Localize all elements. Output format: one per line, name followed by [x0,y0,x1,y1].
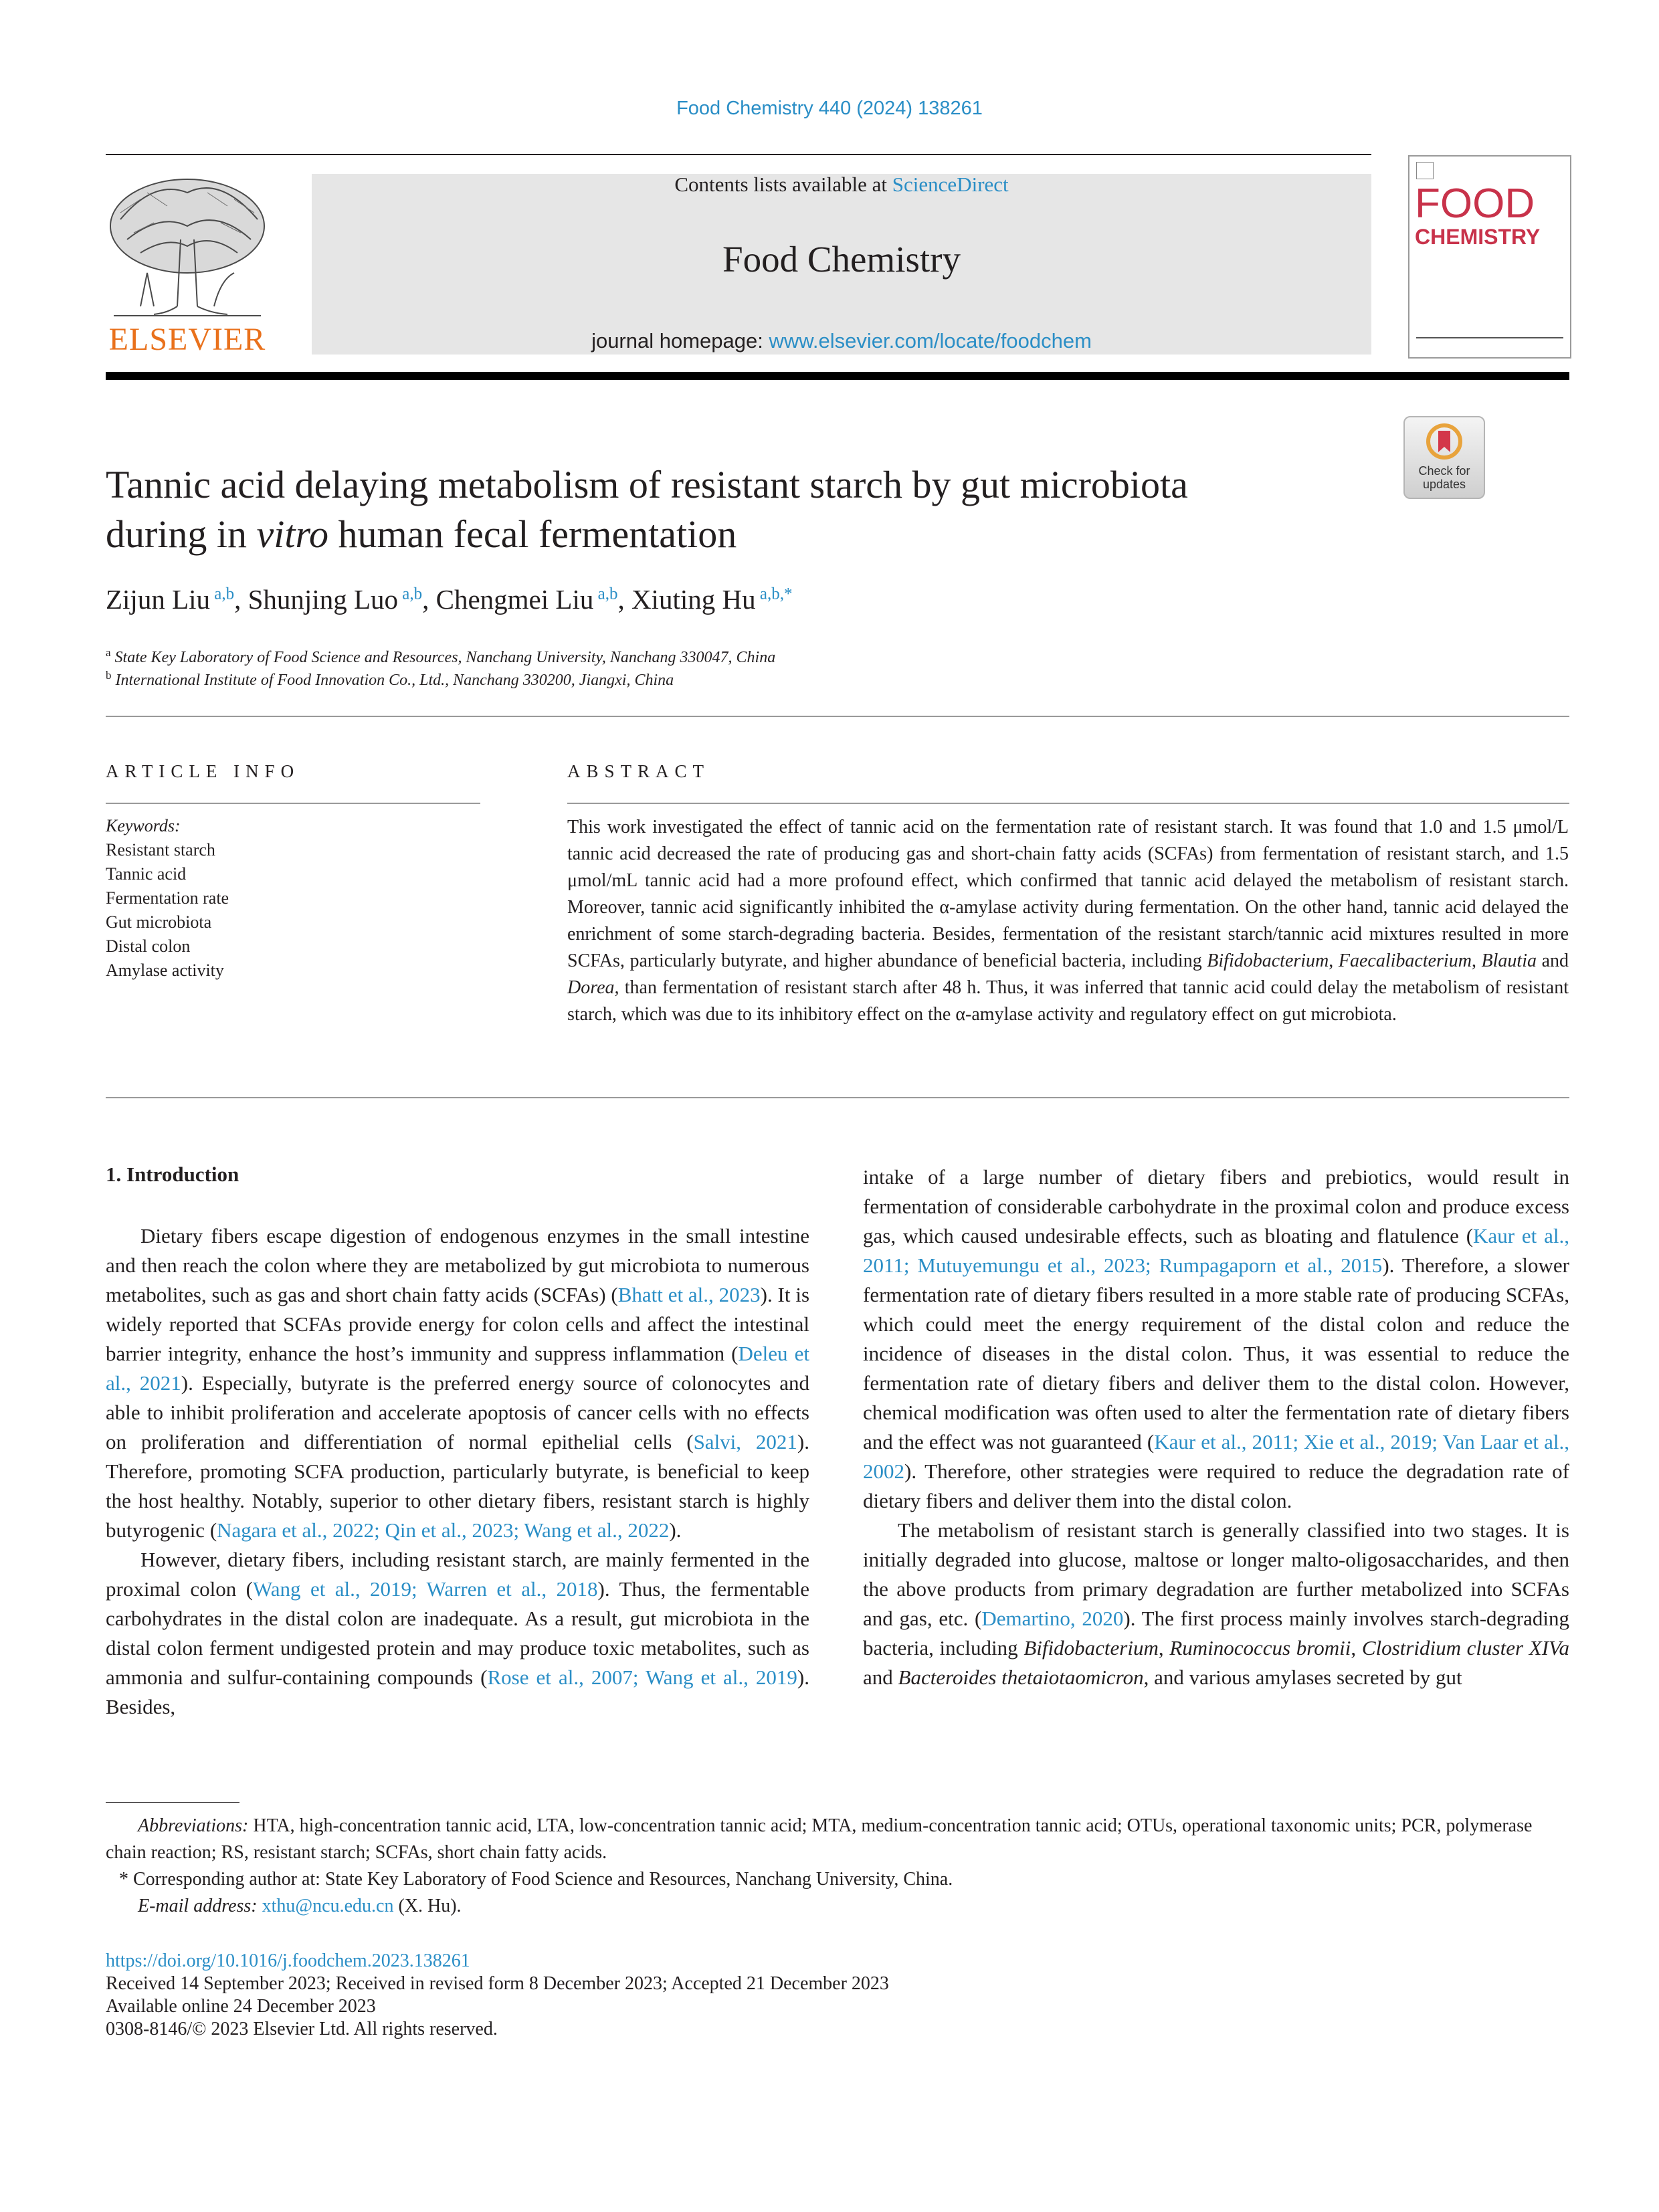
email-link[interactable]: xthu@ncu.edu.cn [262,1896,394,1916]
cover-title-food: FOOD [1415,181,1535,227]
bookmark-icon [1405,417,1484,464]
left-column [106,1221,809,1722]
sciencedirect-link[interactable]: ScienceDirect [892,173,1009,196]
cover-logo-icon [1416,162,1434,179]
citation-link[interactable]: Deleu et al., 2021 [106,1342,810,1395]
online-date: Available online 24 December 2023 [106,1996,376,2017]
keywords-list [106,814,229,983]
journal-cover-thumbnail[interactable] [1408,155,1571,359]
abstract-heading: ABSTRACT [567,761,710,781]
check-for-updates-button[interactable] [1403,416,1485,499]
citation-link[interactable]: Kaur et al., 2011; Mutuyemungu et al., 2023; Rumpagaporn et al., 2015 [863,1224,1569,1277]
article-title: Tannic acid delaying metabolism of resistant starch by gut microbiota during in vitro human fecal fermentation [106,463,1188,556]
author-name[interactable]: Xiuting Hu [631,584,756,615]
corresponding-author-footnote: * Corresponding author at: State Key Laboratory of Food Science and Resources, Nanchang University, China. [119,1869,953,1890]
keyword-item: Fermentation rate [106,888,229,908]
author-list: Zijun Liu $^{a,b}$, Shunjing Luo $^{a,b}$, Chengmei Liu $^{a,b}$, Xiuting Hu $^{a,b,*}$ [106,584,793,615]
author-name[interactable]: Shunjing Luo [248,584,399,615]
abstract-bottom-rule [106,1097,1569,1098]
affiliation-rule [106,716,1569,717]
abbreviations-footnote: Abbreviations: HTA, high-concentration tannic acid, LTA, low-concentration tannic acid; MTA, medium-concentration tannic acid; OTUs, operational taxonomic units; PCR, polymerase chain reaction; RS, resistant starch; SCFAs, short chain fatty acids. [106,1815,1533,1863]
right-column [863,1163,1569,1692]
received-dates: Received 14 September 2023; Received in revised form 8 December 2023; Accepted 21 December 2023 [106,1973,889,1994]
intro-paragraph-2: However, dietary fibers, including resistant starch, are mainly fermented in the proximal colon (Wang et al., 2019; Warren et al., 2018). Thus, the fermentable carbohydrates in the distal colon are inadequate. As a result, gut microbiota in the distal colon ferment undigested protein and may produce toxic metabolites, such as ammonia and sulfur-containing compounds (Rose et al., 2007; Wang et al., 2019). Besides, [106,1548,809,1718]
doi-link[interactable]: https://doi.org/10.1016/j.foodchem.2023.138261 [106,1950,470,1971]
journal-reference[interactable]: Food Chemistry 440 (2024) 138261 [676,98,983,119]
section-heading-introduction: 1. Introduction [106,1163,239,1186]
citation-link[interactable]: Wang et al., 2019; Warren et al., 2018 [252,1577,598,1601]
keyword-item: Amylase activity [106,961,224,980]
check-updates-label-1: Check for [1418,464,1470,478]
copyright: 0308-8146/© 2023 Elsevier Ltd. All rights reserved. [106,2019,498,2039]
elsevier-logo [100,173,274,360]
homepage-line: journal homepage: www.elsevier.com/locate/foodchem [591,329,1092,353]
citation-link[interactable]: Kaur et al., 2011; Xie et al., 2019; Van Laar et al., 2002 [863,1430,1569,1483]
article-info-heading: ARTICLE INFO [106,761,300,781]
email-footnote: E-mail address: xthu@ncu.edu.cn (X. Hu). [138,1896,462,1916]
article-info-rule [106,803,480,804]
author-name[interactable]: Zijun Liu [106,584,211,615]
intro-paragraph-3: intake of a large number of dietary fibers and prebiotics, would result in fermentation of considerable carbohydrate in the proximal colon and produce excess gas, which caused undesirable effects, such as bloating and flatulence (Kaur et al., 2011; Mutuyemungu et al., 2023; Rumpagaporn et al., 2015). Therefore, a slower fermentation rate of dietary fibers resulted in a more stable rate of producing SCFAs, which could meet the energy requirement of the distal colon and reduce the incidence of diseases in the distal colon. Thus, it was essential to reduce the fermentation rate of dietary fibers and deliver them to the distal colon. However, chemical modification was often used to alter the fermentation rate of dietary fibers and the effect was not guaranteed (Kaur et al., 2011; Xie et al., 2019; Van Laar et al., 2002). Therefore, other strategies were required to reduce the degradation rate of dietary fibers and deliver them into the distal colon. [863,1165,1569,1512]
citation-link[interactable]: Rose et al., 2007; Wang et al., 2019 [487,1666,797,1689]
elsevier-wordmark: ELSEVIER [108,322,266,357]
keyword-item: Gut microbiota [106,912,212,932]
homepage-link[interactable]: www.elsevier.com/locate/foodchem [769,329,1092,353]
keyword-item: Distal colon [106,936,191,956]
check-updates-label-2: updates [1422,478,1466,491]
citation-link[interactable]: Salvi, 2021 [693,1430,797,1453]
header-thick-rule [106,372,1569,380]
citation-link[interactable]: Demartino, 2020 [981,1607,1124,1630]
keyword-item: Tannic acid [106,864,187,884]
contents-line: Contents lists available at ScienceDirect [674,173,1009,196]
intro-paragraph-1: Dietary fibers escape digestion of endogenous enzymes in the small intestine and then reach the colon where they are metabolized by gut microbiota to numerous metabolites, such as gas and short chain fatty acids (SCFAs) (Bhatt et al., 2023). It is widely reported that SCFAs provide energy for colon cells and affect the intestinal barrier integrity, enhance the host’s immunity and suppress inflammation (Deleu et al., 2021). Especially, butyrate is the preferred energy source of colonocytes and able to inhibit proliferation and accelerate apoptosis of cancer cells with no effects on proliferation and differentiation of normal epithelial cells (Salvi, 2021). Therefore, promoting SCFA production, particularly butyrate, is beneficial to keep the host healthy. Notably, superior to other dietary fibers, resistant starch is highly butyrogenic (Nagara et al., 2022; Qin et al., 2023; Wang et al., 2022). [106,1224,810,1542]
elsevier-tree-icon [100,173,274,320]
intro-paragraph-4: The metabolism of resistant starch is generally classified into two stages. It is initially degraded into glucose, maltose or longer malto-oligosaccharides, and then the above products from primary degradation are further metabolized into SCFAs and gas, etc. (Demartino, 2020). The first process mainly involves starch-degrading bacteria, including Bifidobacterium, Ruminococcus bromii, Clostridium cluster XIVa and Bacteroides thetaiotaomicron, and various amylases secreted by gut [863,1518,1570,1689]
keywords-label: Keywords: [106,816,181,835]
affiliation-b: $^b$ International Institute of Food Innovation Co., Ltd., Nanchang 330200, Jiangxi, China [106,669,674,689]
journal-banner [312,174,1371,355]
cover-title-chemistry: CHEMISTRY [1415,225,1541,249]
citation-link[interactable]: Bhatt et al., 2023 [617,1283,761,1306]
abstract-rule [567,803,1569,804]
citation-link[interactable]: Nagara et al., 2022; Qin et al., 2023; Wang et al., 2022 [217,1518,670,1542]
keyword-item: Resistant starch [106,840,215,860]
footnotes [106,1813,1569,1920]
author-name[interactable]: Chengmei Liu [435,584,594,615]
footnote-rule [106,1802,239,1803]
affiliation-a: $^a$ State Key Laboratory of Food Science and Resources, Nanchang University, Nanchang 330047, China [106,646,776,666]
cover-rule [1416,337,1563,338]
abstract-text: This work investigated the effect of tannic acid on the fermentation rate of resistant starch. It was found that 1.0 and 1.5 μmol/L tannic acid decreased the rate of producing gas and short-chain fatty acids (SCFAs) from fermentation of resistant starch, and 1.5 μmol/mL tannic acid had a more profound effect, which confirmed that tannic acid delayed the metabolism of resistant starch. Moreover, tannic acid significantly inhibited the α-amylase activity during fermentation. On the other hand, tannic acid delayed the enrichment of some starch-degrading bacteria. Besides, fermentation of the resistant starch/tannic acid mixtures resulted in more SCFAs, particularly butyrate, and higher abundance of beneficial bacteria, including Bifidobacterium, Faecalibacterium, Blautia and Dorea, than fermentation of resistant starch after 48 h. Thus, it was inferred that tannic acid could delay the metabolism of resistant starch, which was due to its inhibitory effect on the α-amylase activity and regulatory effect on gut microbiota. [567,817,1569,1025]
journal-name: Food Chemistry [722,239,961,280]
publication-info [106,1950,889,2041]
header-rule [106,154,1371,155]
